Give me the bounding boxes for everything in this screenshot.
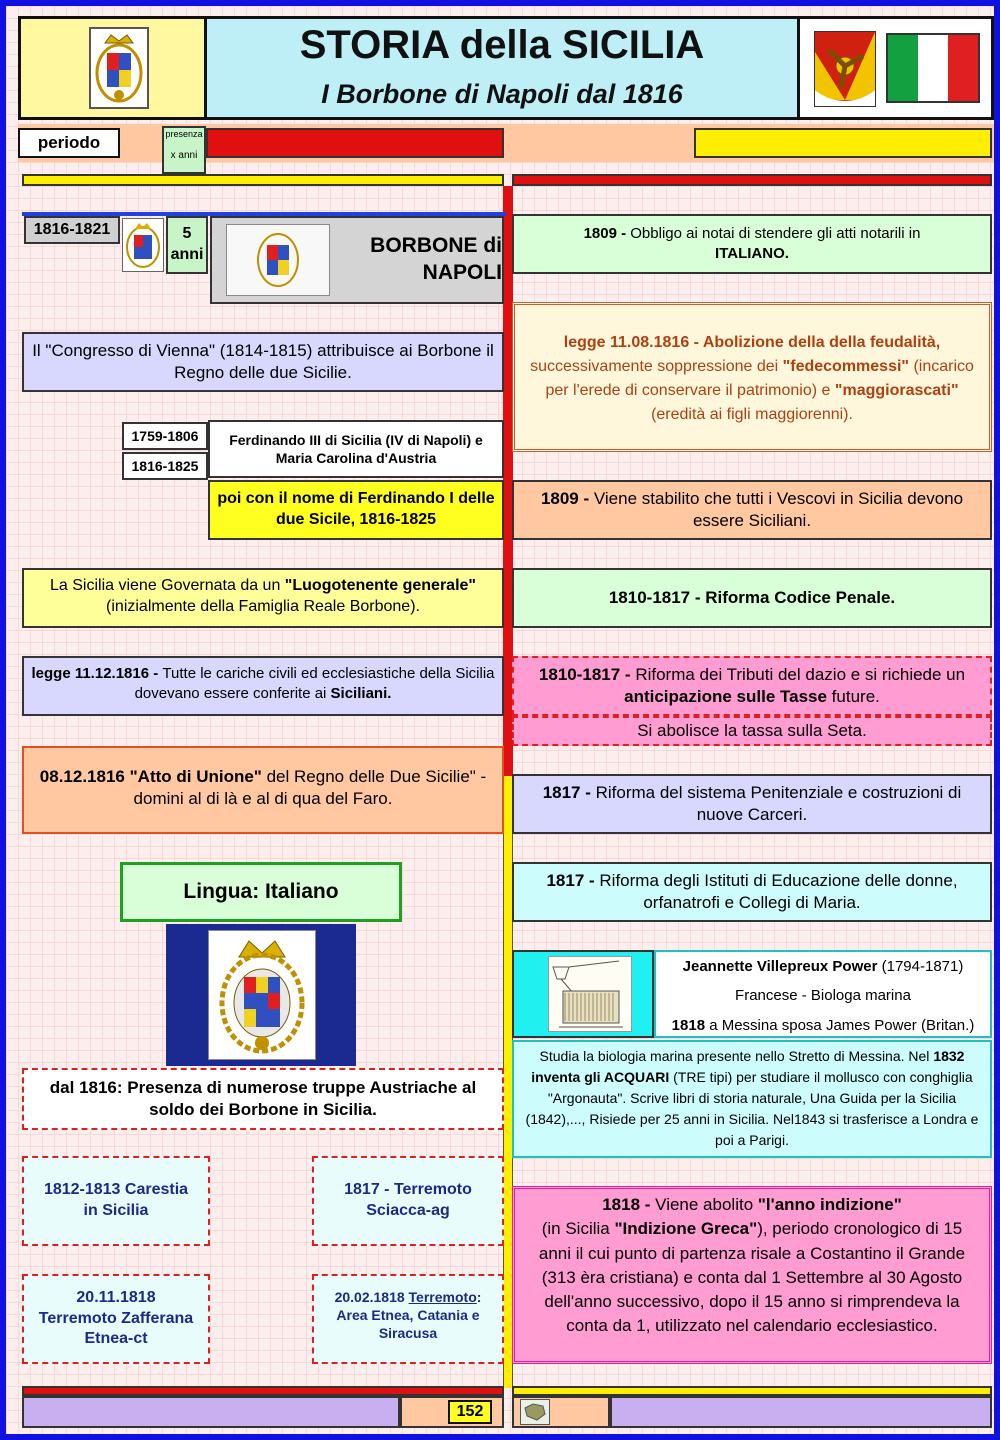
dynasty-name: BORBONE di NAPOLI <box>370 234 502 285</box>
x-anni-text: x anni <box>170 149 198 161</box>
page-title: STORIA della SICILIA <box>299 23 705 67</box>
italian-flag-icon <box>886 33 980 103</box>
area-etnea-date: 20.02.1818 <box>334 1289 409 1305</box>
power-bio-text-2: (TRE tipi) per studiare il mollusco con conghiglia "Argonauta". Scrive libri di storia naturale, Una Guida per la Sicilia (1842),..., Risiede per 25 anni in Sicilia. Nel1843 si trasferisce a Londra e poi a Parigi. <box>525 1069 979 1148</box>
legge-cariche-date: legge 11.12.1816 - <box>31 665 163 682</box>
tributi-text-2: future. <box>826 687 880 707</box>
indizione-year: 1818 - <box>602 1195 656 1214</box>
reign-duration-unit: anni <box>170 246 204 263</box>
notai-language: ITALIANO. <box>715 244 789 262</box>
carceri-text: Riforma del sistema Penitenziale e costruzioni di nuove Carceri. <box>595 783 962 825</box>
legge-cariche-end: Siciliani. <box>330 684 392 702</box>
footer-left-lilac <box>22 1396 400 1428</box>
vescovi-text: Viene stabilito che tutti i Vescovi in Sicilia devono essere Siciliani. <box>593 489 964 531</box>
feudalita-text-3: (eredità ai figli maggiorenni). <box>651 406 853 423</box>
zafferana-date: 20.11.1818 <box>76 1288 156 1306</box>
terremoto-sciacca-box: 1817 - Terremoto Sciacca-ag <box>312 1156 504 1246</box>
zafferana-text: Terremoto Zafferana Etnea-ct <box>38 1309 194 1348</box>
vescovi-box <box>512 480 992 540</box>
power-role: Francese - Biologa marina <box>735 987 911 1005</box>
bourbon-coat-of-arms-icon <box>89 27 149 109</box>
yellow-legend-bar <box>694 128 992 158</box>
power-bio-box <box>512 1040 992 1158</box>
periodo-label: periodo <box>18 128 120 158</box>
map-thumbnail-icon[interactable] <box>520 1399 550 1425</box>
maggiorascati-label: "maggiorascati" <box>834 382 959 399</box>
power-marriage-year: 1818 <box>671 1016 706 1034</box>
atto-unione-box <box>22 746 504 834</box>
footer-right-lilac <box>610 1396 992 1428</box>
reign-duration <box>166 216 208 274</box>
istituti-text: Riforma degli Istituti di Educazione delle donne, orfanatrofi e Collegi di Maria. <box>599 871 958 913</box>
atto-unione-title: 08.12.1816 "Atto di Unione" <box>39 767 262 786</box>
king-name: Ferdinando III di Sicilia (IV di Napoli) e Maria Carolina d'Austria <box>208 420 504 478</box>
presenza-label <box>162 126 206 174</box>
yellow-top-bar <box>22 174 504 186</box>
luogotenente-text-b: "Luogotenente generale" <box>284 577 476 594</box>
page-number: 152 <box>448 1400 492 1424</box>
power-marriage-text: a Messina sposa James Power (Britan.) <box>705 1016 975 1034</box>
footer-red-bar <box>22 1386 504 1396</box>
feudalita-title: legge 11.08.1816 - Abolizione della della feudalità, <box>563 334 941 351</box>
area-etnea-colon: : <box>476 1289 482 1305</box>
indizione-greca: "Indizione Greca" <box>614 1219 758 1239</box>
bourbon-banner-arms-icon <box>208 930 316 1060</box>
feudalita-text-2: (incarico per l'erede di conservare il patrimonio) e <box>545 358 974 399</box>
legge-cariche-box <box>22 656 504 716</box>
bourbon-flag-icon <box>226 224 330 296</box>
area-etnea-text: Area Etnea, Catania e Siracusa <box>336 1307 480 1342</box>
indizione-anno: "l'anno indizione" <box>757 1195 902 1214</box>
luogotenente-text-a: La Sicilia viene Governata da un <box>49 577 285 594</box>
bourbon-small-arms-icon <box>122 218 164 272</box>
power-info-panel <box>654 950 992 1038</box>
aquarium-drawing-icon <box>548 956 632 1032</box>
reign-duration-number: 5 <box>182 225 192 243</box>
header <box>18 16 994 120</box>
dynasty-panel <box>210 216 504 304</box>
power-bio-text-1: Studia la biologia marina presente nello Stretto di Messina. Nel <box>539 1048 934 1064</box>
atto-unione-text: del Regno delle Due Sicilie" - domini al di là e al di qua del Faro. <box>133 767 487 809</box>
tributi-box <box>512 656 992 716</box>
header-right-panel <box>797 19 991 117</box>
power-marriage-line <box>656 1011 990 1040</box>
seta-box: Si abolisce la tassa sulla Seta. <box>512 716 992 746</box>
king-years-2: 1816-1825 <box>122 452 208 480</box>
luogotenente-box <box>22 568 504 628</box>
lingua-box: Lingua: Italiano <box>120 862 402 922</box>
tributi-text-1: Riforma dei Tributi del dazio e si richiede un <box>635 665 966 684</box>
truppe-box: dal 1816: Presenza di numerose truppe Austriache al soldo dei Borbone in Sicilia. <box>22 1068 504 1130</box>
codice-penale-box: 1810-1817 - Riforma Codice Penale. <box>512 568 992 628</box>
legge-cariche-text: Tutte le cariche civili ed ecclesiastiche della Sicilia dovevano essere conferite ai <box>134 665 495 702</box>
terremoto-link[interactable]: Terremoto <box>408 1289 477 1305</box>
red-top-bar <box>512 174 992 186</box>
notai-year: 1809 - <box>583 225 631 242</box>
area-etnea-box <box>312 1274 504 1364</box>
istituti-year: 1817 - <box>546 871 600 890</box>
indizione-text-1: Viene abolito <box>655 1195 758 1214</box>
king-new-name: poi con il nome di Ferdinando I delle due Sicile, 1816-1825 <box>208 480 504 540</box>
luogotenente-text-c: (inizialmente della Famiglia Reale Borbone). <box>106 597 420 615</box>
king-years-1: 1759-1806 <box>122 422 208 450</box>
power-name-line <box>656 952 990 981</box>
fedecommessi-label: "fedecommessi" <box>782 358 909 375</box>
reign-years: 1816-1821 <box>24 216 120 244</box>
congresso-box: Il "Congresso di Vienna" (1814-1815) attribuisce ai Borbone il Regno delle due Sicilie. <box>22 332 504 392</box>
notai-text: Obbligo ai notai di stendere gli atti notarili in <box>630 225 921 242</box>
notai-box <box>512 214 992 274</box>
sicily-trinacria-flag-icon <box>814 31 876 107</box>
carestia-box: 1812-1813 Carestia in Sicilia <box>22 1156 210 1246</box>
power-bio-acquari: 1832 inventa gli ACQUARI <box>531 1048 965 1085</box>
tributi-anticipazione: anticipazione sulle Tasse <box>624 687 827 707</box>
feudalita-text-1: successivamente soppressione dei <box>530 358 783 375</box>
vescovi-year: 1809 - <box>540 489 594 508</box>
power-years: (1794-1871) <box>877 958 964 975</box>
indizione-text-3: ), periodo cronologico di 15 anni il cui punto di partenza risale a Costantino il Grande (313 èra cristiana) e conta dal 1 Settembre al 30 Agosto dell'anno successivo, dopo il 15 anno si rimprendeva la conta da 1, utilizzato nel calendario ecclesiastico. <box>538 1219 966 1336</box>
page-subtitle: I Borbone di Napoli dal 1816 <box>321 79 683 109</box>
indizione-box <box>512 1186 992 1364</box>
zafferana-box <box>22 1274 210 1364</box>
power-name: Jeannette Villepreux Power <box>682 958 878 975</box>
presenza-text: presenza <box>165 129 203 139</box>
feudalita-box <box>512 302 992 452</box>
carceri-year: 1817 - <box>542 783 596 802</box>
bourbon-banner <box>166 924 356 1066</box>
indizione-text-2: (in Sicilia <box>541 1219 615 1239</box>
carceri-box <box>512 774 992 834</box>
tributi-year: 1810-1817 - <box>538 665 636 684</box>
red-legend-bar <box>206 128 504 158</box>
header-left-panel <box>21 19 207 117</box>
footer-yellow-bar <box>512 1386 992 1396</box>
power-image-panel <box>512 950 654 1038</box>
istituti-box <box>512 862 992 922</box>
